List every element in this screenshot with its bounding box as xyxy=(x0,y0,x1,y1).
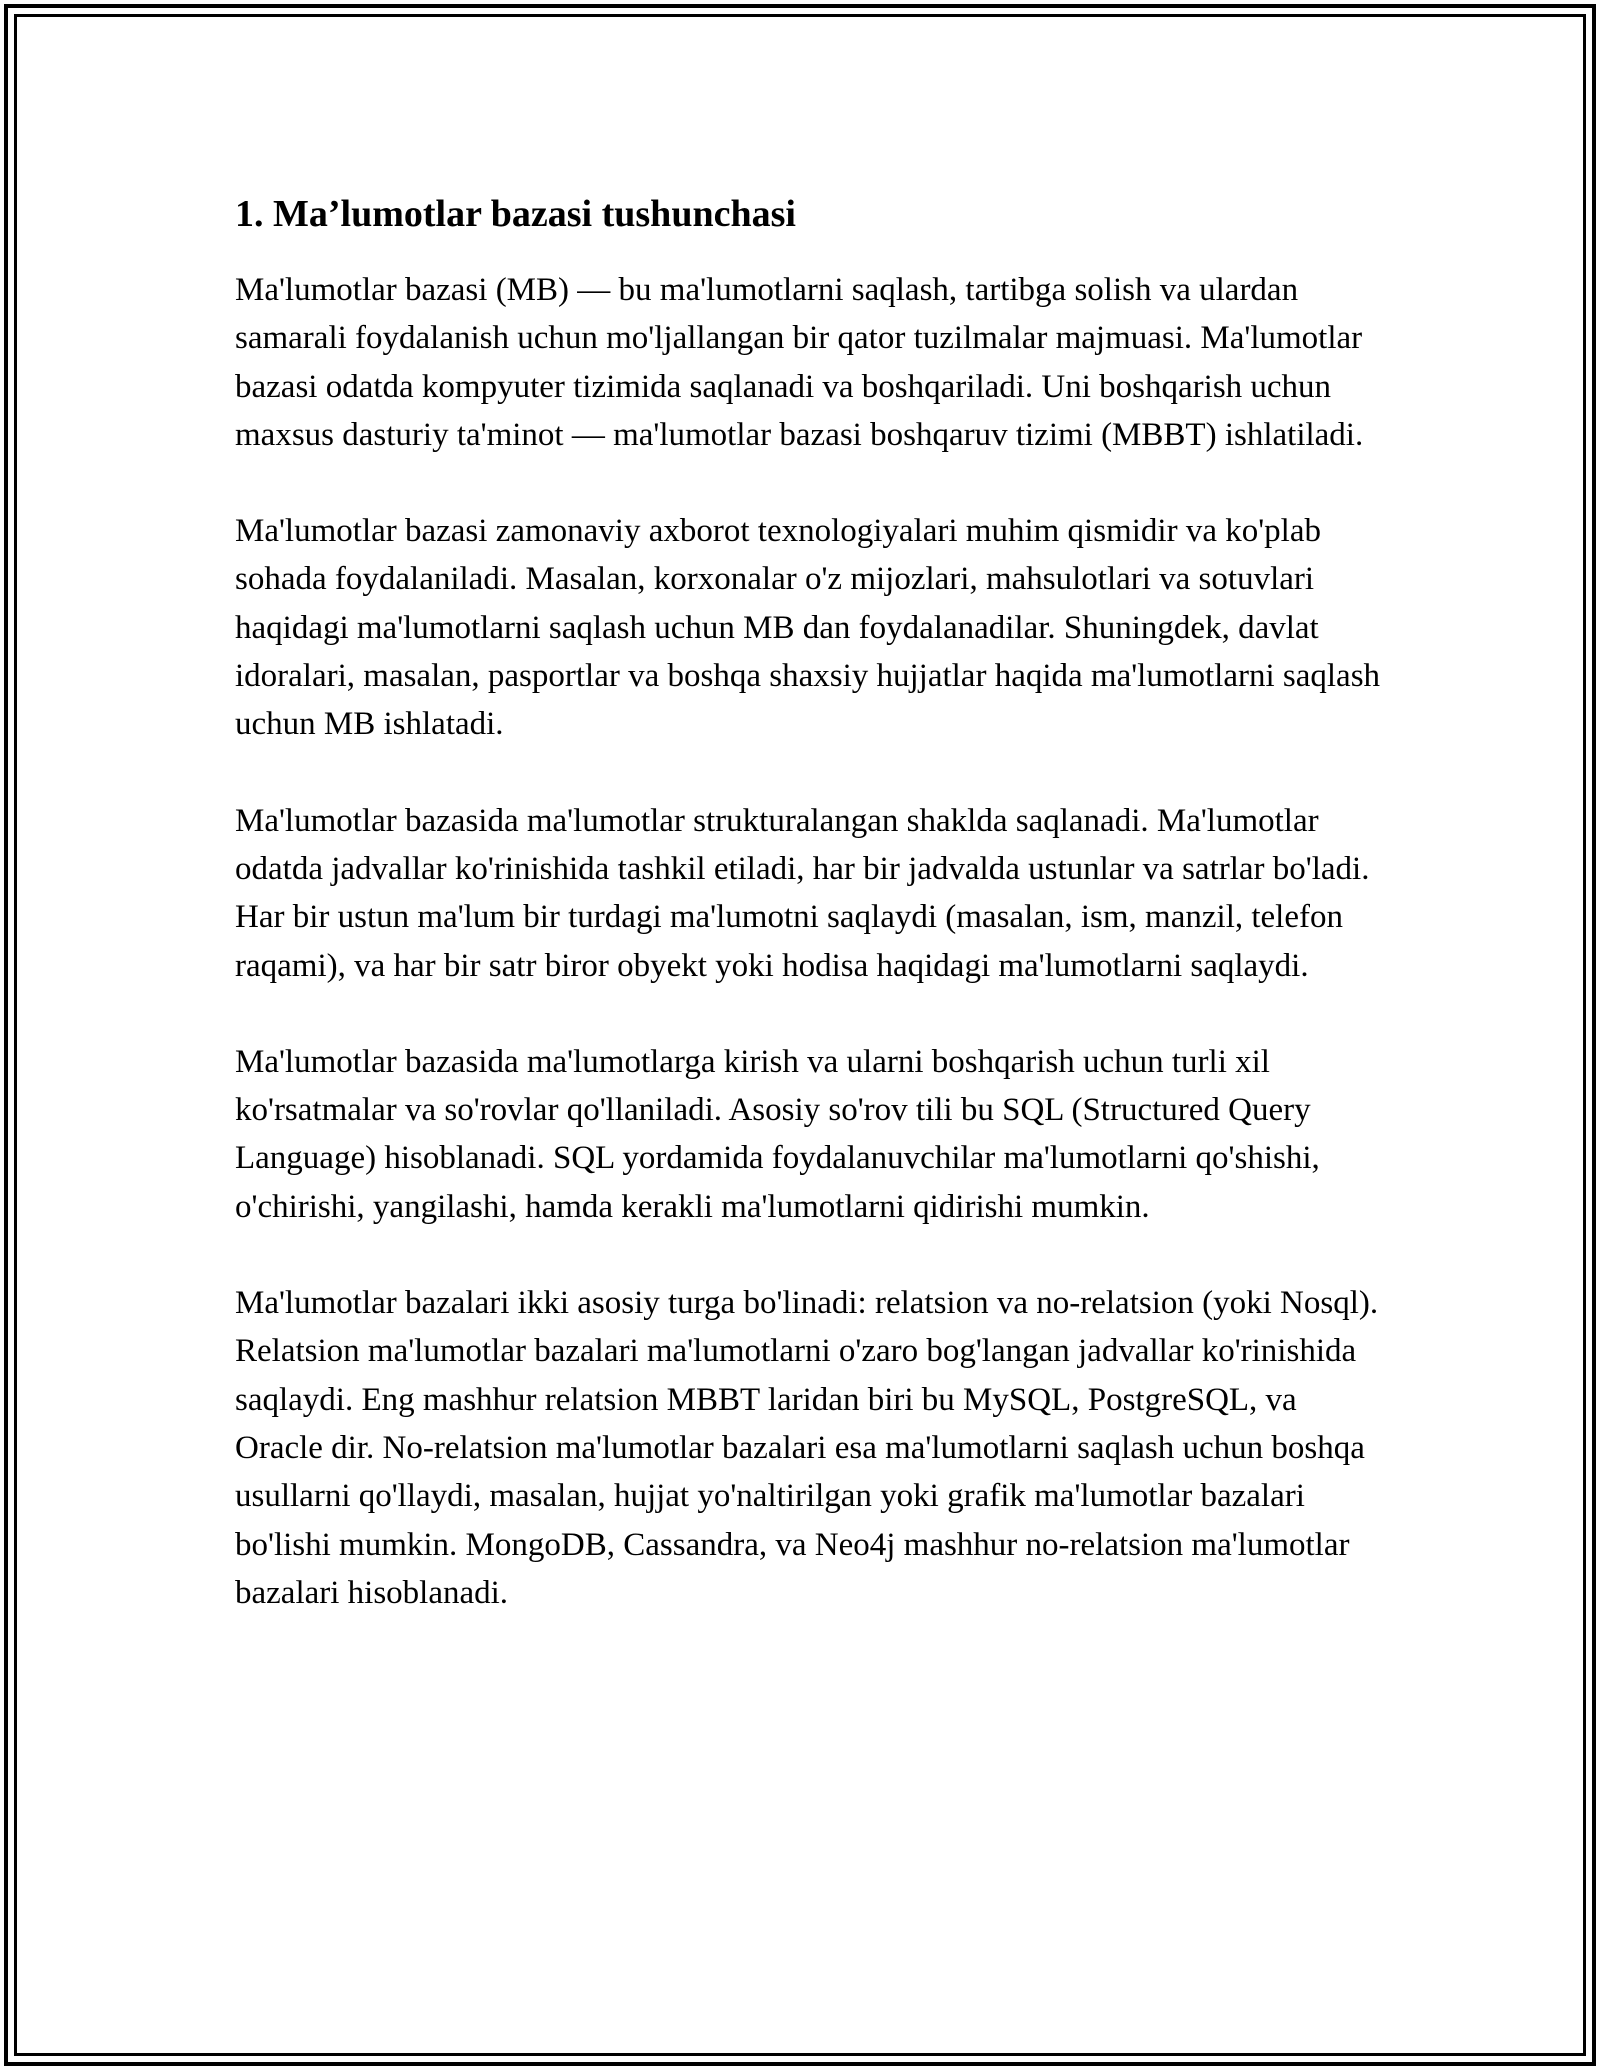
document-body xyxy=(235,190,1385,1665)
paragraph-types: Ma'lumotlar bazalari ikki asosiy turga bo'linadi: relatsion va no-relatsion (yoki Nosql). Relatsion ma'lumotlar bazalari ma'lumotlarni o'zaro bog'langan jadvallar ko'rinishida saqlaydi. Eng mashhur relatsion MBBT laridan biri bu MySQL, PostgreSQL, va Oracle dir. No-relatsion ma'lumotlar bazalari esa ma'lumotlarni saqlash uchun boshqa usullarni qo'llaydi, masalan, hujjat yo'naltirilgan yoki grafik ma'lumotlar bazalari bo'lishi mumkin. MongoDB, Cassandra, va Neo4j mashhur no-relatsion ma'lumotlar bazalari hisoblanadi. xyxy=(235,1285,1379,1611)
paragraph-sql: Ma'lumotlar bazasida ma'lumotlarga kirish va ularni boshqarish uchun turli xil ko'rsatmalar va so'rovlar qo'llaniladi. Asosiy so'rov tili bu SQL (Structured Query Language) hisoblanadi. SQL yordamida foydalanuvchilar ma'lumotlarni qo'shishi, o'chirishi, yangilashi, hamda kerakli ma'lumotlarni qidirishi mumkin. xyxy=(235,1043,1320,1225)
paragraph-usage: Ma'lumotlar bazasi zamonaviy axborot texnologiyalari muhim qismidir va ko'plab sohada foydalaniladi. Masalan, korxonalar o'z mijozlari, mahsulotlari va sotuvlari haqidagi ma'lumotlarni saqlash uchun MB dan foydalanadilar. Shuningdek, davlat idoralari, masalan, pasportlar va boshqa shaxsiy hujjatlar haqida ma'lumotlarni saqlash uchun MB ishlatadi. xyxy=(235,513,1381,743)
section-heading: 1. Ma’lumotlar bazasi tushunchasi xyxy=(235,193,796,235)
paragraph-structure: Ma'lumotlar bazasida ma'lumotlar strukturalangan shaklda saqlanadi. Ma'lumotlar odatda jadvallar ko'rinishida tashkil etiladi, har bir jadvalda ustunlar va satrlar bo'ladi. Har bir ustun ma'lum bir turdagi ma'lumotni saqlaydi (masalan, ism, manzil, telefon raqami), va har bir satr biror obyekt yoki hodisa haqidagi ma'lumotlarni saqlaydi. xyxy=(235,802,1370,984)
paragraph-definition: Ma'lumotlar bazasi (MB) — bu ma'lumotlarni saqlash, tartibga solish va ulardan samarali foydalanish uchun mo'ljallangan bir qator tuzilmalar majmuasi. Ma'lumotlar bazasi odatda kompyuter tizimida saqlanadi va boshqariladi. Uni boshqarish uchun maxsus dasturiy ta'minot — ma'lumotlar bazasi boshqaruv tizimi (MBBT) ishlatiladi. xyxy=(235,272,1364,453)
